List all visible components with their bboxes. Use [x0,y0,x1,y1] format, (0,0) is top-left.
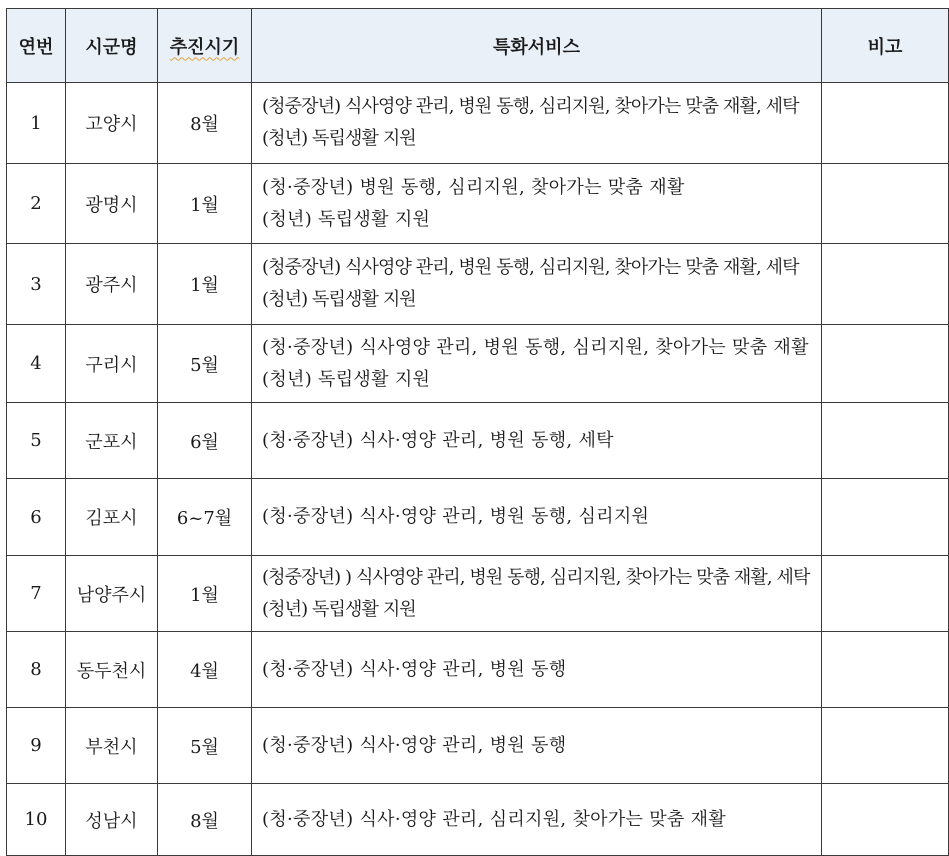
header-period: 추진시기 [158,9,252,83]
city-name: 고양시 [66,83,158,164]
service-list [252,708,822,784]
service-line: (청중장년) 식사영양 관리, 병원 동행, 심리지원, 찾아가는 맞춤 재활, 세탁 [262,96,799,117]
service-list [252,784,822,856]
period: 5월 [158,708,252,784]
row-number: 9 [7,708,66,784]
city-name: 남양주시 [66,556,158,632]
city-name: 군포시 [66,403,158,479]
period: 1월 [158,164,252,244]
table-row [7,164,949,244]
service-line: (청년) 독립생활 지원 [262,208,431,230]
period: 6월 [158,403,252,479]
row-number: 1 [7,83,66,164]
service-line: (청·중장년) 식사·영양 관리, 병원 동행, 심리지원 [262,506,650,527]
header-city: 시군명 [66,9,158,83]
period: 1월 [158,244,252,325]
note-cell [822,403,949,479]
table-row [7,83,949,164]
note-cell [822,784,949,856]
period: 4월 [158,632,252,708]
note-cell [822,556,949,632]
table-row [7,708,949,784]
header-note: 비고 [822,9,949,83]
table-row [7,479,949,556]
table-body [7,83,949,856]
table-row [7,784,949,856]
note-cell [822,632,949,708]
row-number: 5 [7,403,66,479]
service-line: (청년) 독립생활 지원 [262,368,431,390]
header-service: 특화서비스 [252,9,822,83]
note-cell [822,83,949,164]
row-number: 10 [7,784,66,856]
service-table [6,8,949,856]
service-list [252,83,822,164]
table-row [7,632,949,708]
table-row [7,325,949,403]
city-name: 광명시 [66,164,158,244]
row-number: 6 [7,479,66,556]
service-list [252,479,822,556]
note-cell [822,479,949,556]
city-name: 부천시 [66,708,158,784]
service-list [252,164,822,244]
row-number: 2 [7,164,66,244]
period: 8월 [158,784,252,856]
period: 8월 [158,83,252,164]
note-cell [822,164,949,244]
service-list [252,244,822,325]
service-line: (청·중장년) 식사·영양 관리, 병원 동행, 세탁 [262,429,614,451]
service-line: (청·중장년) 식사·영양 관리, 병원 동행 [262,734,567,756]
note-cell [822,244,949,325]
service-list [252,632,822,708]
service-line: (청년) 독립생활 지원 [262,598,416,620]
service-line: (청·중장년) 식사·영양 관리, 병원 동행 [262,658,567,680]
service-list [252,403,822,479]
city-name: 광주시 [66,244,158,325]
row-number: 8 [7,632,66,708]
city-name: 성남시 [66,784,158,856]
service-list [252,556,822,632]
header-row [7,9,949,83]
service-list [252,325,822,403]
note-cell [822,325,949,403]
city-name: 동두천시 [66,632,158,708]
table-row [7,556,949,632]
period: 5월 [158,325,252,403]
service-line: (청·중장년) 식사영양 관리, 병원 동행, 심리지원, 찾아가는 맞춤 재활 [262,336,809,358]
service-line: (청년) 독립생활 지원 [262,289,416,310]
period: 1월 [158,556,252,632]
city-name: 김포시 [66,479,158,556]
service-line: (청중장년) ) 식사영양 관리, 병원 동행, 심리지원, 찾아가는 맞춤 재활, 세탁 [262,566,810,588]
service-line: (청중장년) 식사영양 관리, 병원 동행, 심리지원, 찾아가는 맞춤 재활, 세탁 [262,257,799,278]
note-cell [822,708,949,784]
table-row [7,244,949,325]
city-name: 구리시 [66,325,158,403]
table-row [7,403,949,479]
service-line: (청년) 독립생활 지원 [262,128,416,149]
service-line: (청·중장년) 병원 동행, 심리지원, 찾아가는 맞춤 재활 [262,176,685,198]
row-number: 3 [7,244,66,325]
period: 6~7월 [158,479,252,556]
service-line: (청·중장년) 식사·영양 관리, 심리지원, 찾아가는 맞춤 재활 [262,808,726,830]
row-number: 4 [7,325,66,403]
row-number: 7 [7,556,66,632]
header-no: 연번 [7,9,66,83]
